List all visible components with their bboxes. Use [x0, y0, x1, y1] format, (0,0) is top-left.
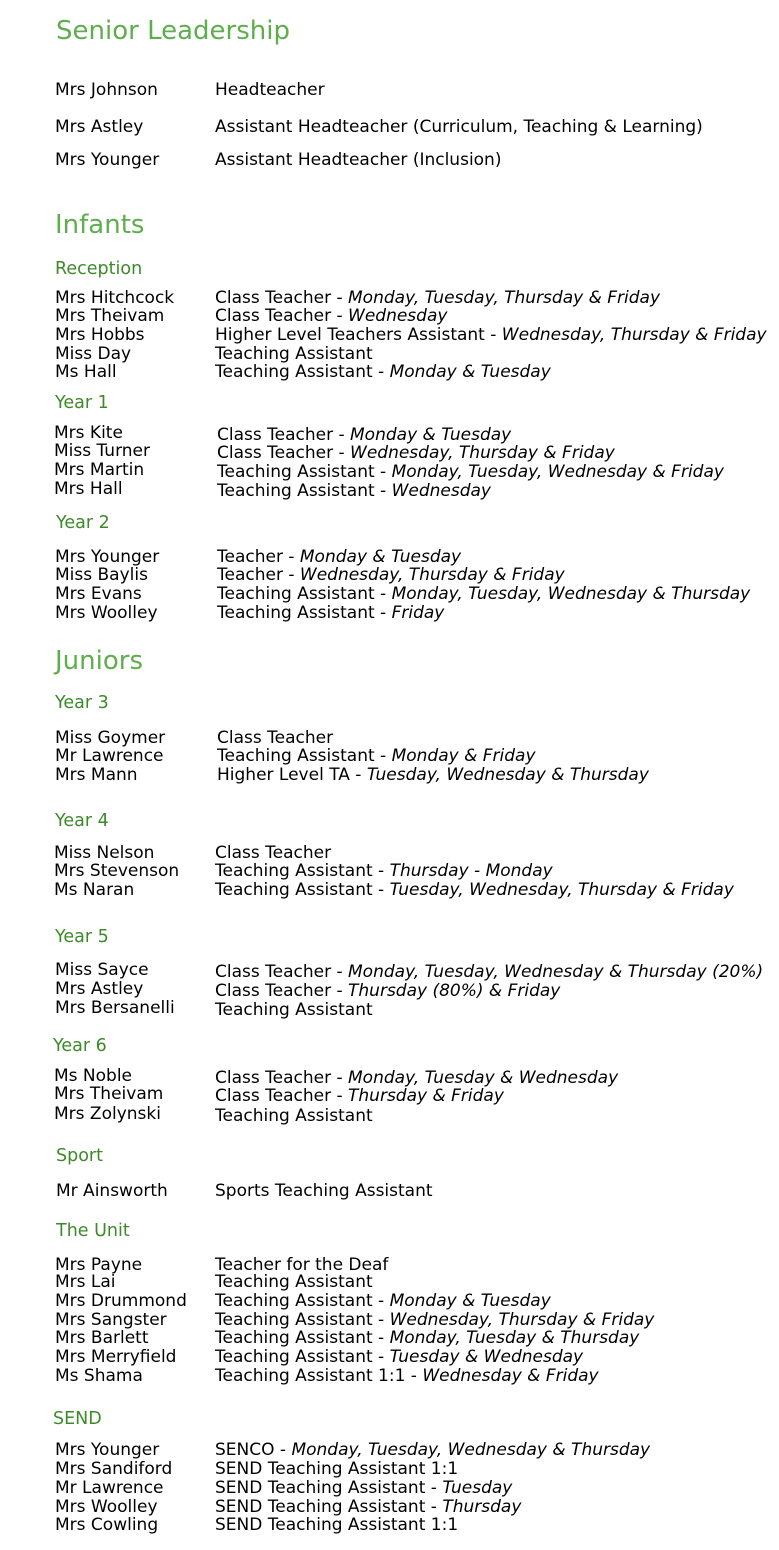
staff-role — [217, 585, 750, 604]
staff-name: Mrs Kite — [54, 423, 123, 443]
staff-name: Mrs Theivam — [55, 306, 165, 326]
role-title: Teacher for the Deaf — [215, 1255, 389, 1275]
role-title: Teacher - — [217, 547, 300, 567]
heading-senior-leadership: Senior Leadership — [56, 16, 290, 46]
role-title: Teaching Assistant — [215, 1000, 373, 1020]
staff-name: Mrs Younger — [55, 150, 160, 170]
staff-role — [215, 963, 763, 982]
staff-role — [215, 1348, 583, 1367]
subheading-reception: Reception — [55, 259, 143, 279]
role-title: SEND Teaching Assistant 1:1 — [215, 1515, 459, 1535]
staff-role — [215, 862, 553, 881]
working-days: Monday, Tuesday, Wednesday & Friday — [391, 462, 724, 482]
subheading-year-3: Year 3 — [55, 693, 109, 713]
role-title: Assistant Headteacher (Inclusion) — [215, 150, 502, 170]
role-title: Teaching Assistant - — [217, 746, 392, 766]
subheading-send: SEND — [53, 1409, 102, 1429]
working-days: Thursday (80%) & Friday — [348, 981, 561, 1001]
staff-role — [215, 1107, 373, 1126]
role-title: Teaching Assistant — [215, 344, 373, 364]
staff-name: Mrs Hall — [54, 479, 123, 499]
subheading-sport: Sport — [56, 1146, 103, 1166]
working-days: Wednesday, Thursday & Friday — [389, 1310, 655, 1330]
staff-name: Mrs Evans — [55, 584, 142, 604]
working-days: Monday, Tuesday, Wednesday & Thursday (20%) — [348, 962, 764, 982]
role-title: Headteacher — [215, 80, 325, 100]
staff-role — [215, 151, 501, 170]
staff-role — [215, 1441, 650, 1460]
staff-name: Mrs Stevenson — [54, 861, 180, 881]
working-days: Tuesday, Wednesday, Thursday & Friday — [389, 880, 734, 900]
staff-name: Mr Lawrence — [55, 1478, 164, 1498]
staff-name: Mrs Johnson — [55, 80, 158, 100]
role-title: Teaching Assistant — [215, 1272, 373, 1292]
staff-role — [215, 982, 560, 1001]
staff-role — [215, 1516, 458, 1535]
working-days: Wednesday — [348, 306, 448, 326]
role-title: SEND Teaching Assistant - — [215, 1497, 443, 1517]
staff-role — [215, 81, 325, 100]
working-days: Monday, Tuesday & Thursday — [389, 1328, 640, 1348]
role-title: Higher Level TA - — [217, 765, 367, 785]
staff-name: Miss Turner — [54, 441, 150, 461]
role-title: Class Teacher - — [215, 962, 349, 982]
staff-name: Miss Day — [55, 344, 132, 364]
role-title: Teaching Assistant - — [217, 603, 392, 623]
staff-role — [215, 1087, 504, 1106]
role-title: Class Teacher - — [217, 425, 351, 445]
staff-name: Mrs Theivam — [54, 1084, 164, 1104]
role-title: Teaching Assistant 1:1 - — [215, 1366, 423, 1386]
staff-name: Mr Ainsworth — [56, 1181, 168, 1201]
staff-name: Mrs Bersanelli — [55, 998, 175, 1018]
role-title: Higher Level Teachers Assistant - — [215, 325, 502, 345]
working-days: Wednesday, Thursday & Friday — [350, 443, 615, 463]
role-title: SEND Teaching Assistant 1:1 — [215, 1459, 459, 1479]
staff-role — [215, 118, 703, 137]
working-days: Monday, Tuesday, Wednesday & Thursday — [391, 584, 751, 604]
staff-role — [217, 444, 615, 463]
staff-role — [215, 1329, 639, 1348]
staff-name: Mrs Woolley — [55, 1497, 158, 1517]
subheading-year-4: Year 4 — [55, 811, 109, 831]
role-title: Sports Teaching Assistant — [215, 1181, 433, 1201]
heading-infants: Infants — [55, 210, 145, 240]
staff-name: Mrs Younger — [55, 1440, 160, 1460]
staff-name: Mrs Astley — [55, 979, 144, 999]
subheading-the-unit: The Unit — [56, 1221, 130, 1241]
role-title: SEND Teaching Assistant - — [215, 1478, 443, 1498]
working-days: Wednesday, Thursday & Friday — [299, 565, 565, 585]
staff-name: Mrs Payne — [55, 1255, 143, 1275]
working-days: Monday & Friday — [391, 746, 536, 766]
staff-role — [217, 463, 724, 482]
working-days: Monday, Tuesday, Thursday & Friday — [348, 288, 661, 308]
working-days: Friday — [391, 603, 445, 623]
staff-role — [215, 881, 734, 900]
subheading-year-5: Year 5 — [55, 927, 109, 947]
role-title: Teacher - — [217, 565, 300, 585]
working-days: Tuesday & Wednesday — [389, 1347, 584, 1367]
staff-name: Mrs Martin — [54, 460, 145, 480]
working-days: Monday, Tuesday, Wednesday & Thursday — [291, 1440, 651, 1460]
staff-name: Ms Hall — [55, 362, 117, 382]
staff-name: Mrs Hitchcock — [55, 288, 175, 308]
subheading-year-2: Year 2 — [56, 513, 110, 533]
staff-role — [215, 1367, 599, 1386]
working-days: Thursday & Friday — [348, 1086, 504, 1106]
staff-name: Ms Naran — [54, 880, 135, 900]
working-days: Monday, Tuesday & Wednesday — [348, 1068, 619, 1088]
role-title: Teaching Assistant - — [215, 362, 390, 382]
role-title: Teaching Assistant - — [215, 880, 390, 900]
role-title: Teaching Assistant - — [215, 1310, 390, 1330]
role-title: Teaching Assistant - — [215, 1347, 390, 1367]
role-title: Teaching Assistant - — [215, 861, 390, 881]
role-title: Class Teacher - — [215, 288, 349, 308]
staff-role — [217, 604, 444, 623]
role-title: Class Teacher - — [217, 443, 351, 463]
role-title: Class Teacher - — [215, 1086, 349, 1106]
staff-name: Miss Goymer — [55, 728, 166, 748]
staff-role — [215, 1479, 512, 1498]
working-days: Monday & Tuesday — [299, 547, 462, 567]
staff-name: Mrs Younger — [55, 547, 160, 567]
staff-name: Mrs Cowling — [55, 1515, 159, 1535]
role-title: SENCO - — [215, 1440, 292, 1460]
staff-name: Mr Lawrence — [55, 746, 164, 766]
staff-name: Mrs Barlett — [55, 1328, 149, 1348]
role-title: Teaching Assistant - — [217, 584, 392, 604]
working-days: Thursday - Monday — [389, 861, 553, 881]
working-days: Monday & Tuesday — [389, 362, 551, 382]
role-title: Class Teacher - — [215, 981, 349, 1001]
staff-role — [217, 482, 491, 501]
staff-role — [217, 747, 536, 766]
staff-role — [215, 326, 767, 345]
role-title: Teaching Assistant - — [217, 481, 392, 501]
staff-name: Mrs Zolynski — [54, 1104, 161, 1124]
staff-name: Ms Shama — [55, 1366, 143, 1386]
staff-name: Mrs Sandiford — [55, 1459, 173, 1479]
staff-name: Mrs Lai — [55, 1272, 116, 1292]
staff-name: Mrs Hobbs — [55, 325, 145, 345]
staff-role — [217, 766, 649, 785]
staff-role — [215, 1292, 551, 1311]
staff-name: Mrs Drummond — [55, 1291, 187, 1311]
staff-role — [215, 1182, 433, 1201]
role-title: Class Teacher — [215, 843, 332, 863]
staff-role — [215, 1273, 373, 1292]
working-days: Wednesday — [391, 481, 491, 501]
staff-role — [215, 1460, 458, 1479]
role-title: Class Teacher — [217, 728, 334, 748]
role-title: Teaching Assistant - — [215, 1291, 390, 1311]
heading-juniors: Juniors — [55, 646, 143, 676]
working-days: Tuesday — [442, 1478, 513, 1498]
role-title: Assistant Headteacher (Curriculum, Teaching & Learning) — [215, 117, 703, 137]
working-days: Tuesday, Wednesday & Thursday — [366, 765, 649, 785]
staff-name: Mrs Woolley — [55, 603, 158, 623]
staff-name: Mrs Astley — [55, 117, 144, 137]
subheading-year-6: Year 6 — [53, 1036, 107, 1056]
staff-name: Ms Noble — [54, 1066, 133, 1086]
role-title: Teaching Assistant — [215, 1106, 373, 1126]
staff-role — [215, 363, 551, 382]
role-title: Class Teacher - — [215, 1068, 349, 1088]
role-title: Class Teacher - — [215, 306, 349, 326]
working-days: Monday & Tuesday — [350, 425, 512, 445]
staff-name: Miss Sayce — [55, 960, 149, 980]
subheading-year-1: Year 1 — [55, 393, 109, 413]
working-days: Wednesday, Thursday & Friday — [501, 325, 767, 345]
staff-name: Mrs Mann — [55, 765, 138, 785]
staff-name: Mrs Sangster — [55, 1310, 167, 1330]
staff-role — [215, 1001, 373, 1020]
staff-role — [215, 307, 447, 326]
working-days: Wednesday & Friday — [422, 1366, 599, 1386]
working-days: Thursday — [442, 1497, 522, 1517]
staff-name: Miss Nelson — [54, 843, 155, 863]
staff-role — [217, 566, 565, 585]
role-title: Teaching Assistant - — [215, 1328, 390, 1348]
staff-name: Mrs Merryfield — [55, 1347, 177, 1367]
staff-name: Miss Baylis — [55, 565, 148, 585]
working-days: Monday & Tuesday — [389, 1291, 551, 1311]
role-title: Teaching Assistant - — [217, 462, 392, 482]
